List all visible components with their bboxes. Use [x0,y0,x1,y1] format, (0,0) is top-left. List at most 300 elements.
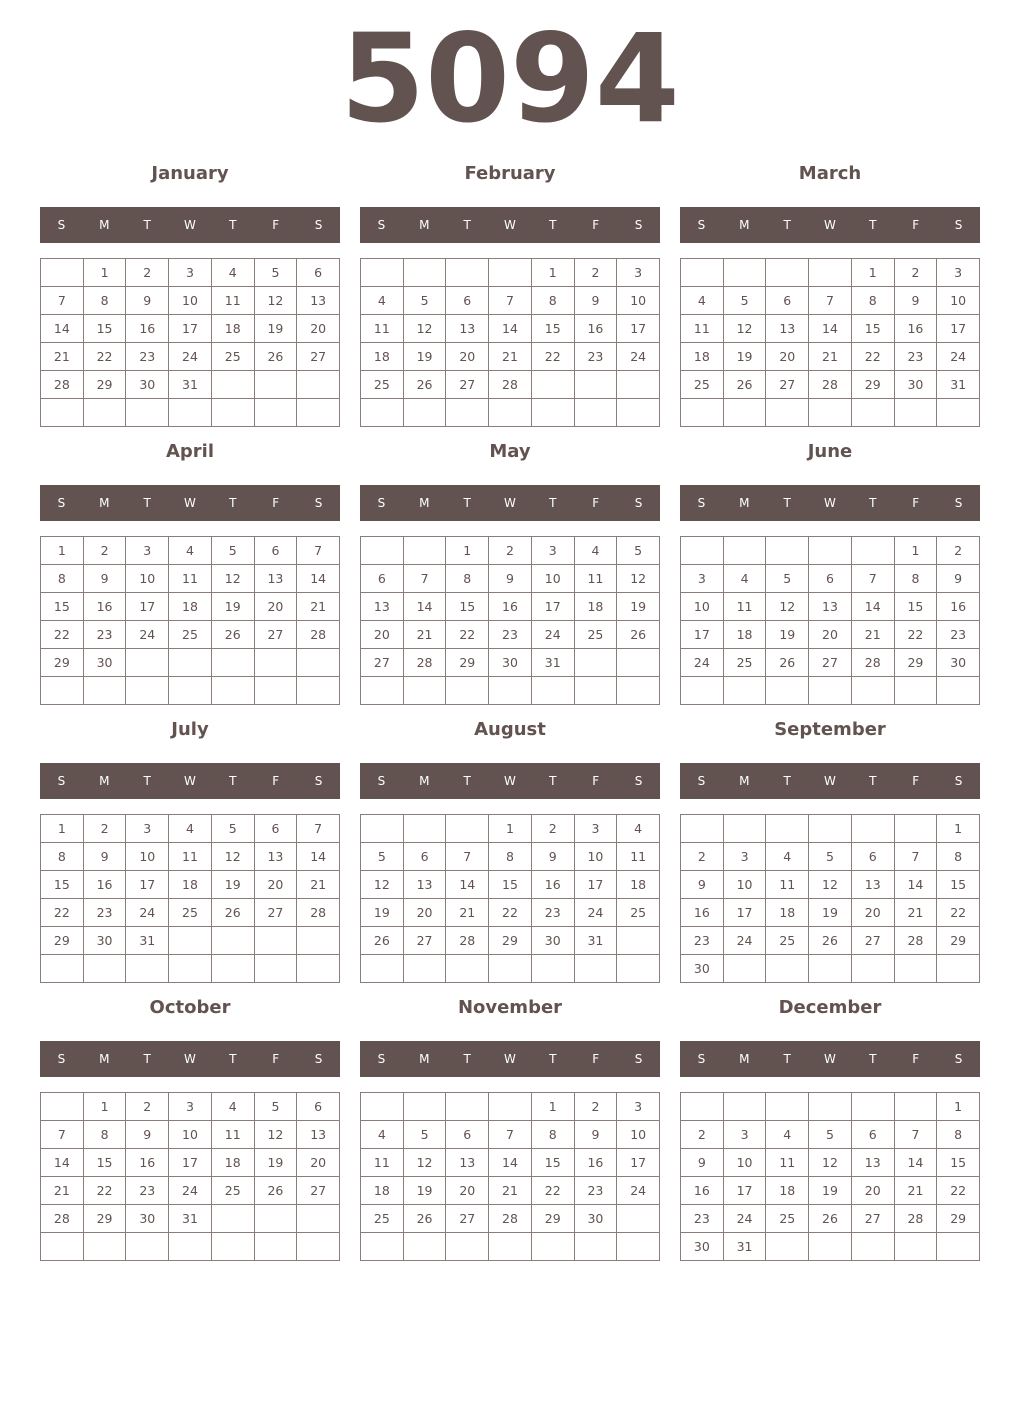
day-cell: 5 [255,259,298,287]
day-cell: 27 [809,649,852,677]
day-cell: 11 [575,565,618,593]
day-cell: 28 [895,927,938,955]
weekday-label: W [504,774,516,788]
day-cell: 28 [809,371,852,399]
day-cell: 24 [937,343,980,371]
day-cell: 17 [169,315,212,343]
empty-day-cell [255,649,298,677]
day-cell: 11 [681,315,724,343]
empty-day-cell [895,677,938,705]
day-cell: 15 [937,1149,980,1177]
empty-day-cell [532,371,575,399]
empty-day-cell [809,677,852,705]
day-cell: 13 [446,315,489,343]
empty-day-cell [681,1093,724,1121]
weekday-label: M [419,1052,430,1066]
weekday-label: T [783,774,791,788]
empty-day-cell [255,677,298,705]
empty-day-cell [532,399,575,427]
month-january [40,160,340,430]
weekday-label: T [229,774,237,788]
day-cell: 2 [681,843,724,871]
empty-day-cell [255,399,298,427]
day-cell: 29 [852,371,895,399]
day-cell: 23 [681,1205,724,1233]
day-cell: 26 [255,1177,298,1205]
day-cell: 25 [575,621,618,649]
day-cell: 3 [617,1093,660,1121]
day-cell: 11 [766,1149,809,1177]
empty-day-cell [212,927,255,955]
day-cell: 18 [212,315,255,343]
month-december [680,994,980,1264]
day-cell: 8 [895,565,938,593]
day-cell: 10 [724,1149,767,1177]
day-cell: 26 [255,343,298,371]
day-cell: 5 [809,843,852,871]
day-cell: 10 [575,843,618,871]
day-cell: 13 [404,871,447,899]
weekday-label: W [504,1052,516,1066]
day-cell: 14 [489,1149,532,1177]
empty-day-cell [575,371,618,399]
day-cell: 27 [255,621,298,649]
day-cell: 18 [212,1149,255,1177]
day-cell: 8 [532,1121,575,1149]
day-cell: 9 [84,843,127,871]
day-cell: 17 [617,1149,660,1177]
day-cell: 6 [852,1121,895,1149]
day-cell: 20 [255,871,298,899]
empty-day-cell [617,927,660,955]
empty-day-cell [212,399,255,427]
empty-day-cell [895,1093,938,1121]
day-cell: 24 [169,343,212,371]
empty-day-cell [361,537,404,565]
day-cell: 4 [361,1121,404,1149]
day-cell: 31 [532,649,575,677]
weekday-label: T [143,774,151,788]
weekday-label: M [739,1052,750,1066]
day-cell: 20 [766,343,809,371]
weekday-header [40,485,340,521]
day-cell: 23 [937,621,980,649]
day-cell: 22 [532,1177,575,1205]
day-cell: 18 [169,871,212,899]
day-cell: 22 [895,621,938,649]
weekday-label: F [592,218,600,232]
month-title: June [807,441,853,462]
empty-day-cell [937,677,980,705]
day-cell: 25 [212,343,255,371]
day-cell: 25 [361,1205,404,1233]
day-cell: 19 [617,593,660,621]
weekday-label: M [99,1052,110,1066]
weekday-label: S [377,496,386,510]
empty-day-cell [489,399,532,427]
day-cell: 23 [126,343,169,371]
empty-day-cell [126,399,169,427]
day-cell: 6 [255,815,298,843]
weekday-label: W [504,496,516,510]
day-cell: 30 [126,1205,169,1233]
day-cell: 30 [681,1233,724,1261]
day-grid [360,258,660,427]
day-cell: 13 [297,287,340,315]
empty-day-cell [937,955,980,983]
weekday-label: T [549,496,557,510]
day-cell: 17 [126,593,169,621]
empty-day-cell [297,677,340,705]
empty-day-cell [617,649,660,677]
day-cell: 1 [937,815,980,843]
weekday-label: T [463,218,471,232]
weekday-label: W [824,774,836,788]
empty-day-cell [169,677,212,705]
month-title: May [489,441,531,462]
day-cell: 8 [446,565,489,593]
day-cell: 6 [766,287,809,315]
weekday-label: T [229,1052,237,1066]
weekday-label: T [463,1052,471,1066]
day-cell: 23 [532,899,575,927]
weekday-label: T [783,1052,791,1066]
day-cell: 7 [809,287,852,315]
weekday-label: S [314,218,323,232]
day-cell: 8 [937,1121,980,1149]
day-cell: 20 [404,899,447,927]
month-february [360,160,660,430]
day-cell: 21 [297,593,340,621]
day-cell: 15 [84,1149,127,1177]
weekday-label: T [549,1052,557,1066]
month-june [680,438,980,708]
day-grid [360,1092,660,1261]
day-cell: 5 [212,815,255,843]
weekday-label: F [912,774,920,788]
day-cell: 23 [895,343,938,371]
weekday-label: S [377,218,386,232]
empty-day-cell [361,1093,404,1121]
day-cell: 14 [297,843,340,871]
weekday-label: T [869,1052,877,1066]
empty-day-cell [937,1233,980,1261]
day-cell: 15 [489,871,532,899]
day-cell: 20 [297,315,340,343]
day-cell: 1 [84,1093,127,1121]
day-cell: 26 [809,1205,852,1233]
weekday-header [680,207,980,243]
day-cell: 16 [489,593,532,621]
month-march [680,160,980,430]
day-cell: 14 [809,315,852,343]
day-cell: 4 [681,287,724,315]
day-cell: 10 [937,287,980,315]
day-cell: 15 [937,871,980,899]
day-cell: 30 [895,371,938,399]
day-cell: 8 [84,1121,127,1149]
empty-day-cell [532,1233,575,1261]
day-cell: 27 [361,649,404,677]
day-cell: 5 [255,1093,298,1121]
day-cell: 7 [489,287,532,315]
month-august [360,716,660,986]
day-cell: 18 [361,343,404,371]
day-cell: 30 [575,1205,618,1233]
day-cell: 3 [169,1093,212,1121]
weekday-label: S [634,774,643,788]
empty-day-cell [681,259,724,287]
month-title: September [774,719,886,740]
day-cell: 26 [617,621,660,649]
day-cell: 1 [489,815,532,843]
day-cell: 18 [766,899,809,927]
weekday-label: T [549,218,557,232]
empty-day-cell [169,927,212,955]
day-cell: 18 [617,871,660,899]
day-grid [680,258,980,427]
weekday-label: T [463,774,471,788]
empty-day-cell [126,649,169,677]
day-cell: 22 [532,343,575,371]
weekday-label: T [869,774,877,788]
day-cell: 30 [84,927,127,955]
empty-day-cell [41,1233,84,1261]
day-cell: 29 [532,1205,575,1233]
empty-day-cell [41,1093,84,1121]
day-cell: 12 [361,871,404,899]
weekday-header [40,763,340,799]
day-cell: 8 [532,287,575,315]
day-cell: 13 [297,1121,340,1149]
day-cell: 9 [575,1121,618,1149]
day-cell: 31 [575,927,618,955]
day-cell: 6 [297,1093,340,1121]
day-cell: 23 [575,1177,618,1205]
day-cell: 7 [41,1121,84,1149]
empty-day-cell [617,371,660,399]
day-cell: 8 [937,843,980,871]
empty-day-cell [297,371,340,399]
empty-day-cell [297,649,340,677]
day-cell: 19 [212,871,255,899]
day-cell: 6 [852,843,895,871]
day-cell: 1 [532,1093,575,1121]
day-cell: 26 [766,649,809,677]
day-cell: 23 [84,621,127,649]
empty-day-cell [212,649,255,677]
day-cell: 28 [852,649,895,677]
empty-day-cell [84,955,127,983]
day-grid [40,258,340,427]
empty-day-cell [724,259,767,287]
day-cell: 30 [937,649,980,677]
empty-day-cell [766,537,809,565]
weekday-label: S [57,774,66,788]
empty-day-cell [169,955,212,983]
empty-day-cell [404,815,447,843]
day-cell: 27 [446,371,489,399]
day-grid [40,814,340,983]
empty-day-cell [532,955,575,983]
empty-day-cell [297,1205,340,1233]
day-cell: 16 [84,871,127,899]
day-cell: 3 [532,537,575,565]
weekday-label: T [229,218,237,232]
empty-day-cell [84,399,127,427]
empty-day-cell [766,1093,809,1121]
weekday-label: T [549,774,557,788]
day-cell: 7 [852,565,895,593]
empty-day-cell [681,399,724,427]
empty-day-cell [724,815,767,843]
day-cell: 12 [404,1149,447,1177]
day-cell: 6 [255,537,298,565]
weekday-label: W [184,496,196,510]
day-cell: 8 [852,287,895,315]
empty-day-cell [169,1233,212,1261]
day-cell: 9 [575,287,618,315]
empty-day-cell [297,399,340,427]
empty-day-cell [852,677,895,705]
empty-day-cell [852,399,895,427]
day-cell: 21 [297,871,340,899]
empty-day-cell [361,815,404,843]
day-cell: 29 [84,371,127,399]
day-cell: 26 [212,899,255,927]
day-cell: 29 [937,1205,980,1233]
day-cell: 15 [41,593,84,621]
day-cell: 16 [126,1149,169,1177]
empty-day-cell [84,677,127,705]
empty-day-cell [766,399,809,427]
empty-day-cell [255,1233,298,1261]
month-october [40,994,340,1264]
empty-day-cell [575,955,618,983]
day-cell: 10 [681,593,724,621]
day-cell: 9 [895,287,938,315]
day-cell: 10 [126,565,169,593]
day-cell: 24 [724,1205,767,1233]
day-cell: 2 [575,1093,618,1121]
day-cell: 16 [937,593,980,621]
day-cell: 19 [404,1177,447,1205]
day-cell: 22 [41,899,84,927]
day-cell: 4 [766,843,809,871]
day-cell: 21 [489,343,532,371]
day-cell: 14 [895,871,938,899]
empty-day-cell [212,371,255,399]
day-cell: 21 [895,1177,938,1205]
day-cell: 13 [852,871,895,899]
day-cell: 29 [41,927,84,955]
weekday-label: S [697,218,706,232]
day-cell: 14 [404,593,447,621]
empty-day-cell [681,815,724,843]
day-cell: 7 [404,565,447,593]
day-cell: 2 [937,537,980,565]
day-cell: 10 [169,1121,212,1149]
day-cell: 16 [126,315,169,343]
empty-day-cell [766,1233,809,1261]
day-cell: 30 [532,927,575,955]
day-cell: 3 [617,259,660,287]
day-cell: 9 [937,565,980,593]
day-cell: 13 [766,315,809,343]
empty-day-cell [84,1233,127,1261]
day-cell: 11 [361,1149,404,1177]
day-cell: 1 [84,259,127,287]
day-cell: 22 [41,621,84,649]
day-cell: 16 [84,593,127,621]
empty-day-cell [212,677,255,705]
day-cell: 27 [404,927,447,955]
month-title: December [778,997,882,1018]
day-cell: 14 [446,871,489,899]
weekday-header [680,1041,980,1077]
day-cell: 18 [169,593,212,621]
month-may [360,438,660,708]
empty-day-cell [446,815,489,843]
months-grid [40,160,980,1264]
day-cell: 27 [297,343,340,371]
day-cell: 22 [937,1177,980,1205]
empty-day-cell [446,955,489,983]
day-cell: 20 [255,593,298,621]
day-cell: 7 [895,843,938,871]
weekday-label: S [697,496,706,510]
weekday-label: S [634,1052,643,1066]
day-cell: 12 [212,565,255,593]
day-cell: 23 [84,899,127,927]
empty-day-cell [212,955,255,983]
day-cell: 13 [255,565,298,593]
day-cell: 4 [724,565,767,593]
weekday-label: S [634,496,643,510]
day-cell: 6 [446,287,489,315]
day-cell: 20 [446,1177,489,1205]
empty-day-cell [404,955,447,983]
month-july [40,716,340,986]
empty-day-cell [446,677,489,705]
day-cell: 11 [361,315,404,343]
weekday-label: F [272,496,280,510]
day-cell: 4 [766,1121,809,1149]
day-cell: 10 [724,871,767,899]
day-cell: 29 [41,649,84,677]
weekday-label: T [869,496,877,510]
day-cell: 7 [895,1121,938,1149]
day-cell: 27 [766,371,809,399]
day-cell: 24 [126,899,169,927]
weekday-label: T [143,1052,151,1066]
weekday-label: T [783,218,791,232]
empty-day-cell [361,259,404,287]
day-cell: 6 [361,565,404,593]
weekday-header [40,1041,340,1077]
day-cell: 21 [41,343,84,371]
empty-day-cell [617,1205,660,1233]
weekday-header [40,207,340,243]
weekday-label: S [954,496,963,510]
empty-day-cell [937,399,980,427]
month-title: March [798,163,862,184]
empty-day-cell [126,955,169,983]
month-title: January [151,163,229,184]
weekday-label: M [99,774,110,788]
weekday-label: W [184,218,196,232]
weekday-label: F [592,1052,600,1066]
